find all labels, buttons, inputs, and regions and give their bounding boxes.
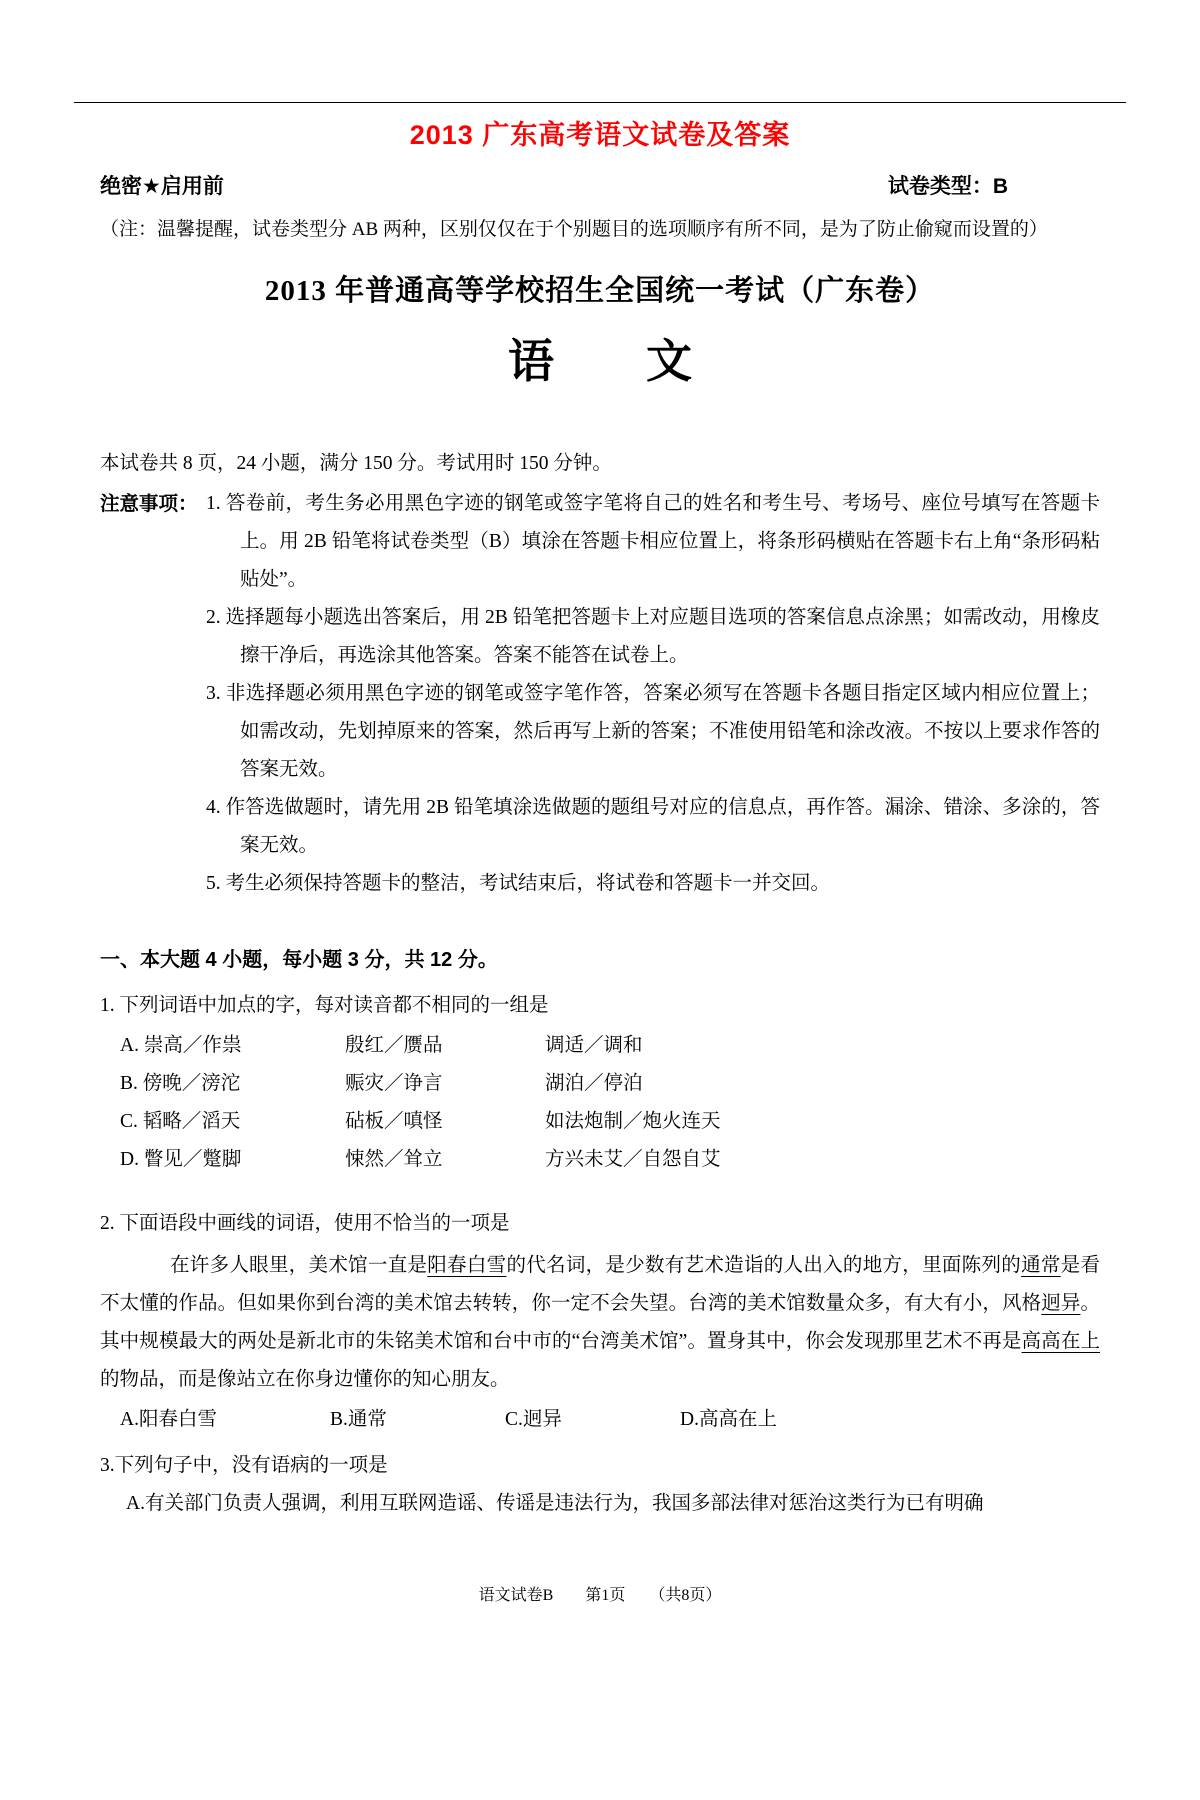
- question-2-option-b: B.通常: [330, 1409, 387, 1431]
- notice-item-3: 3. 非选择题必须用黑色字迹的钢笔或签字笔作答，答案必须写在答题卡各题目指定区域内相应位置上；如需改动，先划掉原来的答案，然后再写上新的答案；不准使用铅笔和涂改液。不按以上要求作答的答案无效。: [206, 683, 1100, 781]
- underlined-term: 迥异: [1041, 1293, 1081, 1315]
- question-1-option-d: [120, 1141, 1100, 1179]
- passage-segment: 是看不太懂的作品。但如果你到台湾的美术馆去转转，你一定不会失望。台湾的美术馆数量众多，有大有小，风格: [100, 1255, 1100, 1315]
- question-2-option-a: A.阳春白雪: [120, 1409, 217, 1431]
- option-cell: A. 崇高／作祟: [120, 1035, 242, 1057]
- subject-title: 语 文: [508, 336, 692, 388]
- question-1: [100, 987, 1100, 1179]
- question-1-option-a: [120, 1027, 1100, 1065]
- reminder-note: （注：温馨提醒，试卷类型分 AB 两种，区别仅仅在于个别题目的选项顺序有所不同，是为了防止偷窥而设置的）: [100, 219, 1048, 240]
- underlined-term: 通常: [1021, 1255, 1061, 1277]
- option-cell: D. 瞥见／蹩脚: [120, 1149, 242, 1171]
- notice-list: [206, 485, 1100, 903]
- option-cell: C. 韬略／滔天: [120, 1111, 241, 1133]
- question-1-options: [120, 1027, 1100, 1179]
- question-3: [100, 1447, 1100, 1523]
- question-1-option-b: [120, 1065, 1100, 1103]
- question-2: [100, 1205, 1100, 1439]
- question-2-passage: [100, 1247, 1100, 1399]
- option-cell: 赈灾／诤言: [345, 1073, 443, 1095]
- underlined-term: 阳春白雪: [427, 1255, 507, 1277]
- passage-segment: 的代名词，是少数有艺术造诣的人出入的地方，里面陈列的: [506, 1255, 1022, 1277]
- section-1-heading: 一、本大题 4 小题，每小题 3 分，共 12 分。: [100, 949, 498, 972]
- option-cell: B. 傍晚／滂沱: [120, 1073, 241, 1095]
- passage-segment: 。其中规模最大的两处是新北市的朱铭美术馆和台中市的“台湾美术馆”。置身其中，你会发现那里艺术不再是: [100, 1293, 1100, 1353]
- question-2-stem: 2. 下面语段中画线的词语，使用不恰当的一项是: [100, 1213, 510, 1235]
- paper-type-label: 试卷类型：B: [887, 175, 1008, 198]
- question-2-option-c: C.迥异: [505, 1409, 562, 1431]
- page-footer: 语文试卷B 第1页 （共8页）: [478, 1587, 722, 1604]
- question-3-stem: 3.下列句子中，没有语病的一项是: [100, 1455, 388, 1477]
- paper-intro: 本试卷共 8 页，24 小题，满分 150 分。考试用时 150 分钟。: [100, 453, 612, 475]
- option-cell: 湖泊／停泊: [545, 1073, 643, 1095]
- notices-label: 注意事项：: [100, 493, 198, 516]
- exam-title: 2013 年普通高等学校招生全国统一考试（广东卷）: [264, 275, 936, 308]
- top-divider: [74, 102, 1126, 103]
- notices-block: [100, 485, 1100, 903]
- notice-item-1: 1. 答卷前，考生务必用黑色字迹的钢笔或签字笔将自己的姓名和考生号、考场号、座位号填写在答题卡上。用 2B 铅笔将试卷类型（B）填涂在答题卡相应位置上，将条形码横贴在答题卡右上角“条形码粘贴处”。: [206, 493, 1100, 591]
- notice-item-2: 2. 选择题每小题选出答案后，用 2B 铅笔把答题卡上对应题目选项的答案信息点涂黑；如需改动，用橡皮擦干净后，再选涂其他答案。答案不能答在试卷上。: [206, 607, 1100, 667]
- secrecy-label: 绝密★启用前: [100, 175, 224, 198]
- classification-row: [100, 170, 1100, 200]
- document-title: 2013 广东高考语文试卷及答案: [409, 120, 791, 150]
- question-3-option-a: A.有关部门负责人强调，利用互联网造谣、传谣是违法行为，我国多部法律对惩治这类行为已有明确: [126, 1493, 984, 1515]
- question-2-options: [120, 1401, 1100, 1439]
- question-1-stem: 1. 下列词语中加点的字，每对读音都不相同的一组是: [100, 995, 549, 1017]
- notice-item-5: 5. 考生必须保持答题卡的整洁，考试结束后，将试卷和答题卡一并交回。: [206, 873, 831, 895]
- notice-item-4: 4. 作答选做题时，请先用 2B 铅笔填涂选做题的题组号对应的信息点，再作答。漏涂、错涂、多涂的，答案无效。: [206, 797, 1100, 857]
- option-cell: 砧板／嗔怪: [345, 1111, 443, 1133]
- passage-segment: 的物品，而是像站立在你身边懂你的知心朋友。: [100, 1369, 510, 1391]
- option-cell: 悚然／耸立: [345, 1149, 443, 1171]
- underlined-term: 高高在上: [1021, 1331, 1100, 1353]
- question-2-option-d: D.高高在上: [680, 1409, 777, 1431]
- option-cell: 调适／调和: [545, 1035, 643, 1057]
- option-cell: 如法炮制／炮火连天: [545, 1111, 721, 1133]
- question-1-option-c: [120, 1103, 1100, 1141]
- option-cell: 殷红／赝品: [345, 1035, 443, 1057]
- passage-segment: 在许多人眼里，美术馆一直是: [170, 1255, 428, 1277]
- exam-page: [0, 102, 1200, 1523]
- option-cell: 方兴未艾／自怨自艾: [545, 1149, 721, 1171]
